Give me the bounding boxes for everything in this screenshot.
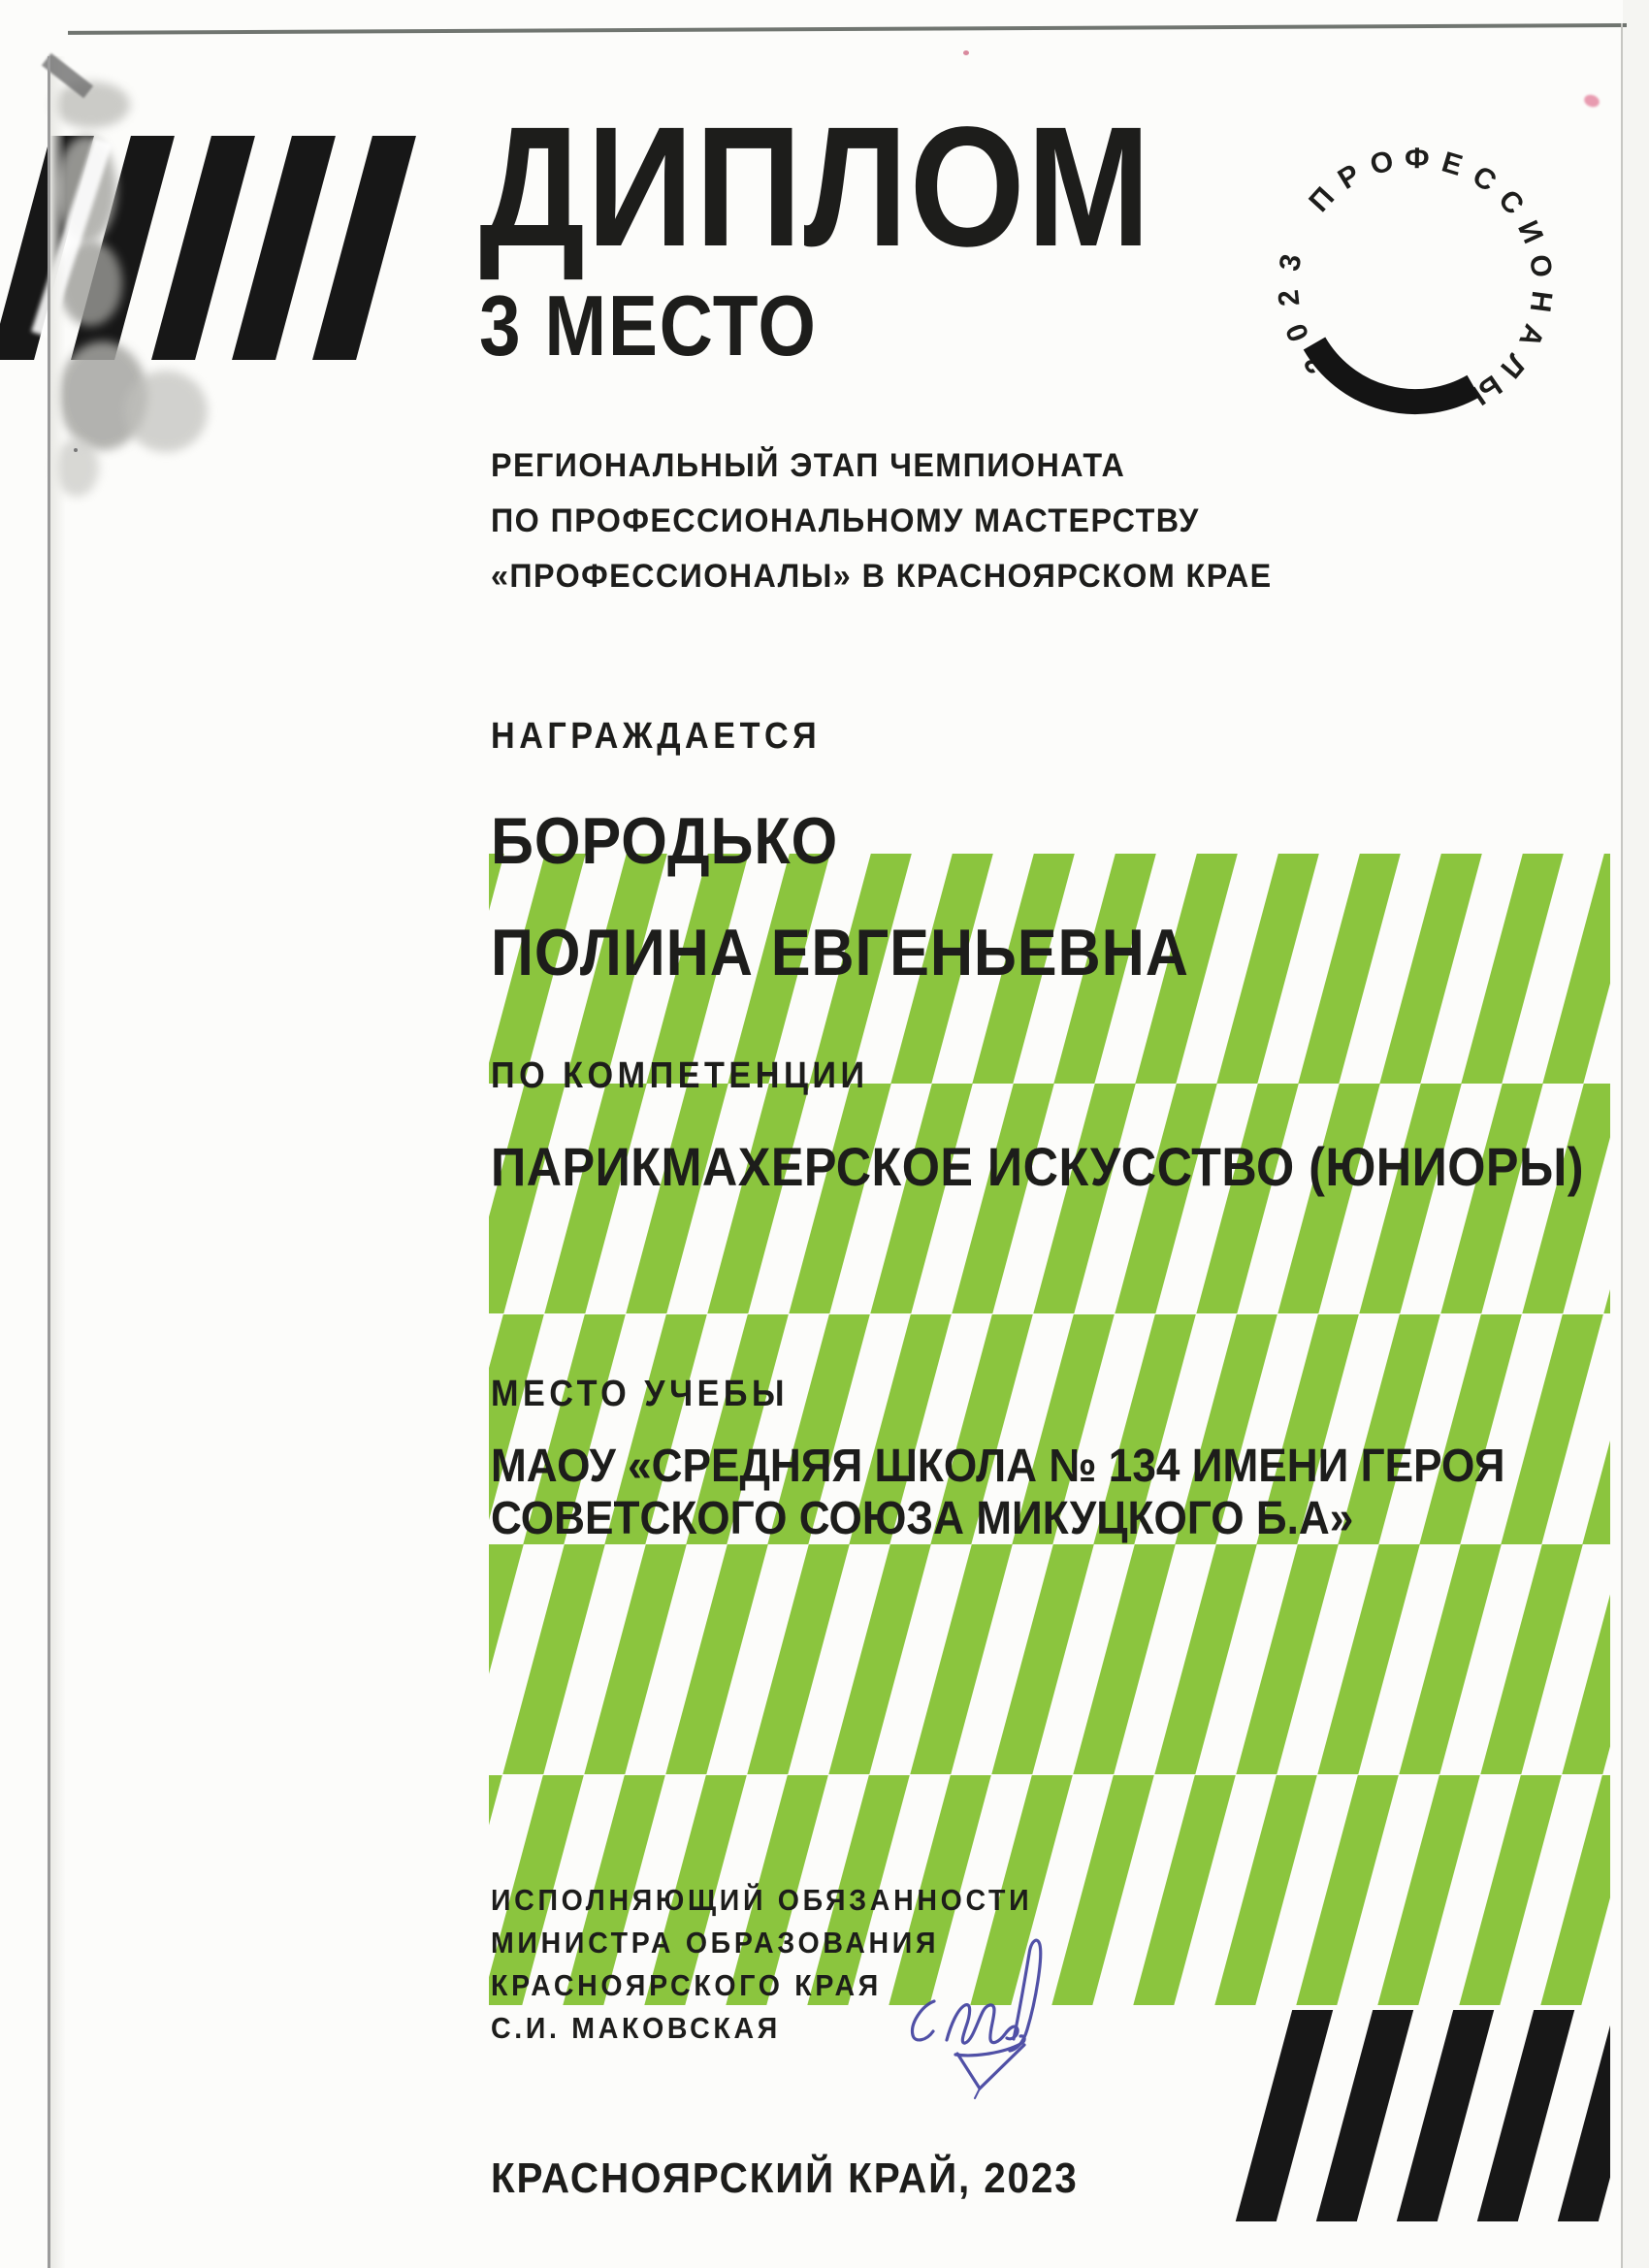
green-stripe bbox=[1033, 1084, 1136, 1313]
logo-ring-char: Н bbox=[1523, 288, 1559, 314]
green-stripe bbox=[1459, 1775, 1562, 2005]
competency-value: ПАРИКМАХЕРСКОЕ ИСКУССТВО (ЮНИОРЫ) bbox=[491, 1136, 1585, 1197]
green-stripe bbox=[584, 1544, 687, 1774]
awarded-label: НАГРАЖДАЕТСЯ bbox=[491, 716, 822, 757]
green-stripe bbox=[952, 1084, 1054, 1313]
scan-smudge-blob bbox=[54, 438, 99, 497]
green-stripe bbox=[1196, 1084, 1299, 1313]
scan-left-edge-shadow bbox=[50, 56, 66, 2268]
recipient-surname: БОРОДЬКО bbox=[491, 804, 839, 878]
logo-arc bbox=[1202, 72, 1629, 499]
green-stripe bbox=[1115, 1084, 1217, 1313]
signatory-line-2: МИНИСТРА ОБРАЗОВАНИЯ bbox=[491, 1926, 940, 1960]
green-stripe bbox=[1236, 1544, 1339, 1774]
signature-stroke-v bbox=[957, 2045, 1024, 2089]
logo-professionaly bbox=[1260, 130, 1570, 440]
logo-ring-char: Ы bbox=[1466, 368, 1507, 411]
recipient-name-patronymic: ПОЛИНА ЕВГЕНЬЕВНА bbox=[491, 916, 1189, 989]
green-stripe bbox=[789, 1084, 891, 1313]
logo-ring-char: И bbox=[1510, 215, 1549, 248]
logo-ring-char: С bbox=[1467, 159, 1503, 199]
green-stripe bbox=[1317, 1544, 1420, 1774]
green-stripe bbox=[1461, 854, 1564, 1084]
green-stripe bbox=[1377, 1775, 1480, 2005]
footer-region-year: КРАСНОЯРСКИЙ КРАЙ, 2023 bbox=[491, 2155, 1079, 2202]
signatory-line-1: ИСПОЛНЯЮЩИЙ ОБЯЗАННОСТИ bbox=[491, 1883, 1033, 1917]
logo-ring-char: С bbox=[1492, 183, 1531, 221]
black-stripes-top-left bbox=[0, 136, 438, 360]
green-stripe bbox=[1277, 1084, 1380, 1313]
scan-left-edge-line bbox=[48, 56, 50, 2268]
signature-stroke-m bbox=[947, 2005, 1018, 2043]
green-stripe bbox=[1216, 854, 1319, 1084]
green-stripe bbox=[1379, 854, 1482, 1084]
logo-ring-char: 2 bbox=[1298, 346, 1334, 380]
green-stripe bbox=[626, 1084, 728, 1313]
scan-corner-mark bbox=[42, 53, 93, 98]
green-stripe bbox=[1480, 1544, 1583, 1774]
scan-smudge-blob bbox=[52, 81, 130, 128]
logo-ring-char: 0 bbox=[1279, 318, 1316, 346]
scan-pink-speck bbox=[963, 50, 969, 55]
green-stripe bbox=[828, 1544, 931, 1774]
place-title: 3 МЕСТО bbox=[479, 277, 818, 373]
study-place-label: МЕСТО УЧЕБЫ bbox=[491, 1374, 789, 1414]
scan-top-edge-line bbox=[68, 23, 1627, 35]
black-stripe bbox=[1477, 2010, 1574, 2221]
championship-line-3: «ПРОФЕССИОНАЛЫ» В КРАСНОЯРСКОМ КРАЕ bbox=[491, 558, 1273, 595]
championship-line-1: РЕГИОНАЛЬНЫЙ ЭТАП ЧЕМПИОНАТА bbox=[491, 447, 1126, 484]
black-stripes-bottom-right bbox=[1220, 2010, 1610, 2221]
green-stripe bbox=[1440, 1084, 1543, 1313]
green-stripe bbox=[1522, 1084, 1610, 1313]
logo-ring-char: Ф bbox=[1404, 142, 1430, 176]
study-place-line-1: МАОУ «СРЕДНЯЯ ШКОЛА № 134 ИМЕНИ ГЕРОЯ bbox=[491, 1441, 1505, 1492]
championship-line-2: ПО ПРОФЕССИОНАЛЬНОМУ МАСТЕРСТВУ bbox=[491, 502, 1200, 539]
green-stripe bbox=[1214, 1775, 1317, 2005]
scan-smudge-blob bbox=[124, 371, 208, 452]
signatory-line-4: С.И. МАКОВСКАЯ bbox=[491, 2011, 781, 2045]
signature-stroke-tall bbox=[1010, 1940, 1041, 2051]
logo-ring-char: Е bbox=[1438, 146, 1467, 182]
black-stripe bbox=[232, 136, 336, 360]
logo-ring-char: Л bbox=[1494, 347, 1532, 384]
signatory-line-3: КРАСНОЯРСКОГО КРАЯ bbox=[491, 1968, 882, 2002]
diploma-title: ДИПЛОМ bbox=[479, 92, 1152, 282]
championship-block bbox=[491, 438, 1313, 604]
black-stripe bbox=[151, 136, 255, 360]
signature-stroke-v-tail bbox=[975, 2089, 980, 2098]
black-stripe bbox=[312, 136, 416, 360]
green-stripe-band bbox=[489, 1084, 1610, 1313]
signature-handwritten bbox=[873, 1901, 1086, 2192]
black-stripe bbox=[1397, 2010, 1494, 2221]
green-stripe bbox=[870, 1084, 973, 1313]
green-stripe bbox=[1298, 854, 1401, 1084]
green-stripe bbox=[1073, 1544, 1176, 1774]
logo-ring-char: Р bbox=[1332, 158, 1367, 196]
green-stripe bbox=[1154, 1544, 1257, 1774]
competency-label: ПО КОМПЕТЕНЦИИ bbox=[491, 1055, 869, 1096]
study-place-line-2: СОВЕТСКОГО СОЮЗА МИКУЦКОГО Б.А» bbox=[491, 1493, 1354, 1544]
green-stripe bbox=[991, 1544, 1094, 1774]
green-stripe bbox=[1399, 1544, 1502, 1774]
logo-ring-char: О bbox=[1366, 145, 1398, 182]
logo-ring-char: П bbox=[1303, 180, 1342, 218]
logo-ring-char: 3 bbox=[1273, 251, 1309, 274]
signature-stroke-c bbox=[913, 2001, 934, 2040]
green-stripe bbox=[1359, 1084, 1462, 1313]
green-stripe bbox=[1296, 1775, 1399, 2005]
study-place-block bbox=[491, 1441, 1593, 1545]
logo-ring-char: 2 bbox=[1272, 288, 1307, 308]
logo-ring-char: О bbox=[1522, 252, 1559, 280]
green-stripe bbox=[910, 1544, 1013, 1774]
green-stripe bbox=[747, 1544, 850, 1774]
black-stripe bbox=[1316, 2010, 1413, 2221]
green-stripe-band bbox=[489, 1544, 1610, 1774]
green-stripe bbox=[665, 1544, 768, 1774]
green-stripe bbox=[502, 1544, 605, 1774]
green-stripe-pattern bbox=[489, 854, 1610, 2005]
black-stripe bbox=[1236, 2010, 1333, 2221]
green-stripe bbox=[544, 1084, 647, 1313]
black-stripe bbox=[71, 136, 175, 360]
green-stripe bbox=[707, 1084, 810, 1313]
green-stripe bbox=[1133, 1775, 1236, 2005]
scan-dark-speck bbox=[74, 448, 78, 452]
logo-ring-char: А bbox=[1512, 319, 1551, 352]
